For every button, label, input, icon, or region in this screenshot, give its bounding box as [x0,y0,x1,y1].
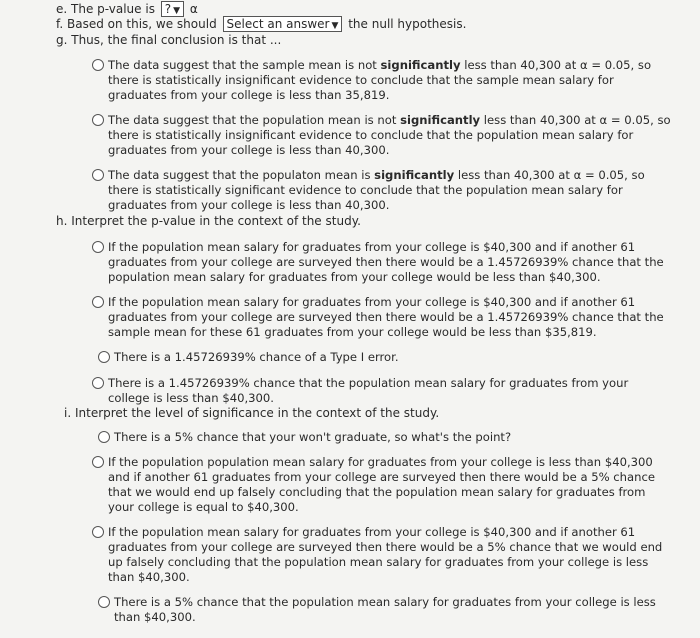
question-e [56,1,198,17]
question-h-label: h. Interpret the p-value in the context of the study. [56,214,361,228]
radio-button[interactable] [92,59,104,71]
radio-button[interactable] [92,526,104,538]
radio-button[interactable] [92,296,104,308]
question-f [56,16,466,32]
significance-interpretation-option-3[interactable]: If the population mean salary for graduates from your college is $40,300 and if another 61 graduates from your college are surveyed then there would be a 5% chance that we would end up falsely concluding that the population mean salary for graduates from your college is less than $40,300. [92,525,692,586]
conclusion-option-2[interactable]: The data suggest that the population mean is not significantly less than 40,300 at α = 0.05, so there is statistically insignificant evidence to conclude that the population mean salary for graduates from your college is less than 40,300. [92,113,692,159]
radio-button[interactable] [98,431,110,443]
question-e-label: e. The p-value is [56,2,155,16]
significance-interpretation-option-4[interactable]: There is a 5% chance that the population mean salary for graduates from your college is less than $40,300. [98,595,692,626]
radio-button[interactable] [92,456,104,468]
chevron-down-icon: ▼ [173,6,181,16]
pvalue-interpretation-option-3[interactable]: There is a 1.45726939% chance of a Type I error. [98,350,692,366]
question-i-label: i. Interpret the level of significance in the context of the study. [64,406,440,420]
chevron-down-icon: ▼ [331,21,339,31]
conclusion-option-1[interactable]: The data suggest that the sample mean is not significantly less than 40,300 at α = 0.05, so there is statistically insignificant evidence to conclude that the sample mean salary for graduates from your college is less than 35,819. [92,58,692,104]
pvalue-interpretation-option-2[interactable]: If the population mean salary for graduates from your college is $40,300 and if another 61 graduates from your college are surveyed then there would be a 1.45726939% chance that the sample mean for these 61 graduates from your college would be less than $35,819. [92,295,692,341]
significance-interpretation-option-2[interactable]: If the population population mean salary for graduates from your college is less than $40,300 and if another 61 graduates from your college are surveyed then there would be a 5% chance that we would end up falsely concluding that the population mean salary for graduates from your college is equal to $40,300. [92,455,692,516]
radio-button[interactable] [98,596,110,608]
question-f-suffix: the null hypothesis. [348,17,467,31]
radio-button[interactable] [92,169,104,181]
radio-button[interactable] [92,114,104,126]
conclusion-option-3[interactable]: The data suggest that the populaton mean is significantly less than 40,300 at α = 0.05, so there is statistically significant evidence to conclude that the population mean salary for graduates from your college is less than 40,300. [92,168,692,214]
pvalue-comparison-select[interactable]: ? ▼ [161,1,184,17]
radio-button[interactable] [92,241,104,253]
alpha-symbol: α [189,2,198,16]
pvalue-interpretation-option-1[interactable]: If the population mean salary for graduates from your college is $40,300 and if another 61 graduates from your college are surveyed then there would be a 1.45726939% chance that the population mean salary for graduates from your college would be less than $40,300. [92,240,692,286]
question-g-label: g. Thus, the final conclusion is that ... [56,33,282,47]
radio-button[interactable] [98,351,110,363]
question-f-label: f. Based on this, we should [56,17,217,31]
pvalue-interpretation-option-4[interactable]: There is a 1.45726939% chance that the population mean salary for graduates from your college is less than $40,300. [92,376,692,407]
null-hypothesis-decision-select[interactable]: Select an answer ▼ [223,16,343,32]
radio-button[interactable] [92,377,104,389]
significance-interpretation-option-1[interactable]: There is a 5% chance that your won't graduate, so what's the point? [98,430,692,446]
